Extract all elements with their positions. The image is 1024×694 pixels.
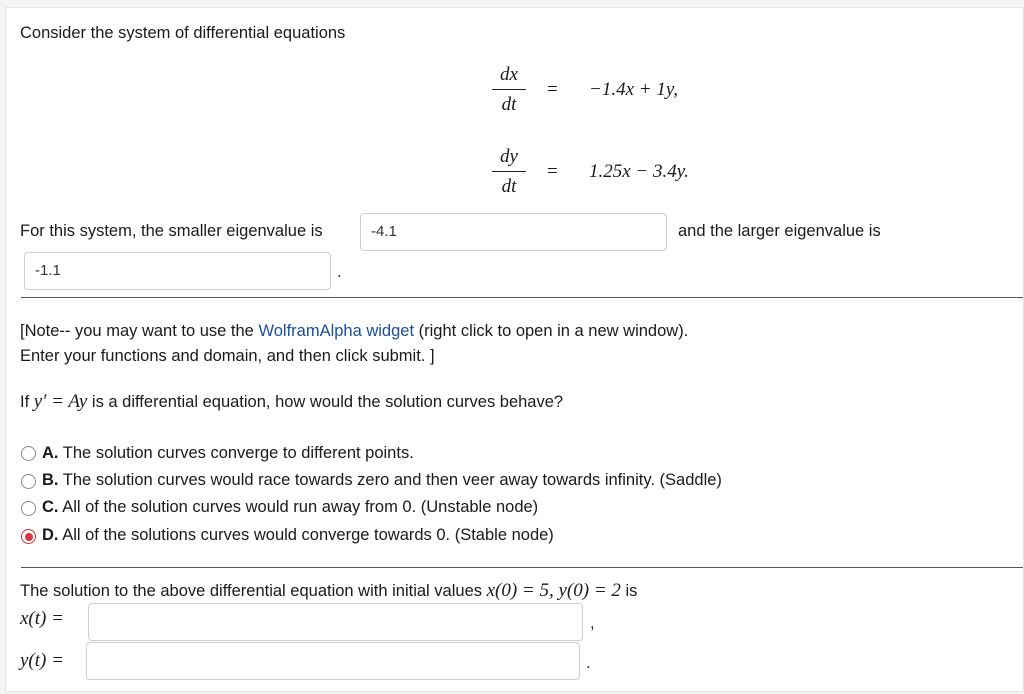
y-of-t-input[interactable] [86, 642, 580, 680]
problem-intro: Consider the system of differential equations [20, 24, 346, 42]
fraction-bar [492, 171, 526, 172]
option-letter: B. [42, 471, 59, 489]
eigen-period: . [337, 263, 342, 281]
equation-1-rhs: −1.4x + 1y, [589, 79, 678, 100]
smaller-eigenvalue-input[interactable]: -4.1 [360, 213, 667, 251]
note-suffix: (right click to open in a new window). [414, 322, 689, 340]
larger-eigenvalue-input[interactable]: -1.1 [24, 252, 331, 290]
solution-prompt [20, 580, 637, 602]
radio-option-b[interactable] [21, 474, 36, 489]
note-line-2: Enter your functions and domain, and then click submit. ] [20, 347, 435, 365]
option-letter: C. [42, 498, 59, 516]
note-prefix: [Note-- you may want to use the [20, 322, 259, 340]
radio-option-a[interactable] [21, 446, 36, 461]
option-letter: D. [42, 526, 59, 544]
section-divider [21, 297, 1023, 298]
behavior-prompt [20, 391, 563, 413]
dy-numerator: dy [500, 146, 518, 167]
option-text: The solution curves would race towards zero and then veer away towards infinity. (Saddle) [62, 471, 722, 489]
option-b-label[interactable] [42, 471, 722, 490]
note-line-1 [20, 322, 688, 341]
equation-2-rhs: 1.25x − 3.4y. [589, 161, 689, 182]
option-c-label[interactable] [42, 498, 538, 517]
option-text: The solution curves converge to different points. [62, 444, 414, 462]
option-letter: A. [42, 444, 59, 462]
behavior-prompt-math: y′ = Ay [33, 391, 88, 412]
dx-dt-fraction [492, 63, 526, 117]
fraction-bar [492, 89, 526, 90]
solution-prompt-text: The solution to the above differential equation with initial values [20, 582, 482, 600]
dy-dt-fraction [492, 145, 526, 199]
behavior-prompt-rest: is a differential equation, how would the solution curves behave? [91, 393, 564, 411]
dx-numerator: dx [500, 64, 518, 85]
option-text: All of the solutions curves would converge towards 0. (Stable node) [62, 526, 554, 544]
radio-option-c[interactable] [21, 501, 36, 516]
solution-prompt-math: x(0) = 5, y(0) = 2 [486, 580, 621, 601]
option-d-label[interactable] [42, 526, 554, 545]
y-of-t-label: y(t) = [20, 650, 64, 671]
problem-card [5, 7, 1024, 692]
wolframalpha-widget-link[interactable]: WolframAlpha widget [258, 322, 415, 340]
option-a-label[interactable] [42, 444, 414, 463]
x-separator: , [590, 614, 595, 632]
dt-denominator: dt [501, 94, 517, 115]
eigen-prefix: For this system, the smaller eigenvalue is [20, 222, 323, 240]
section-divider [21, 567, 1023, 568]
eigen-middle: and the larger eigenvalue is [678, 222, 881, 240]
y-separator: . [586, 654, 591, 672]
equals-sign: = [547, 161, 558, 182]
x-of-t-label: x(t) = [20, 608, 64, 629]
behavior-prompt-if: If [20, 393, 30, 411]
option-text: All of the solution curves would run away from 0. (Unstable node) [62, 498, 539, 516]
dt-denominator: dt [501, 176, 517, 197]
radio-option-d[interactable] [21, 529, 36, 544]
solution-prompt-end: is [625, 582, 638, 600]
equals-sign: = [547, 79, 558, 100]
x-of-t-input[interactable] [88, 603, 583, 641]
